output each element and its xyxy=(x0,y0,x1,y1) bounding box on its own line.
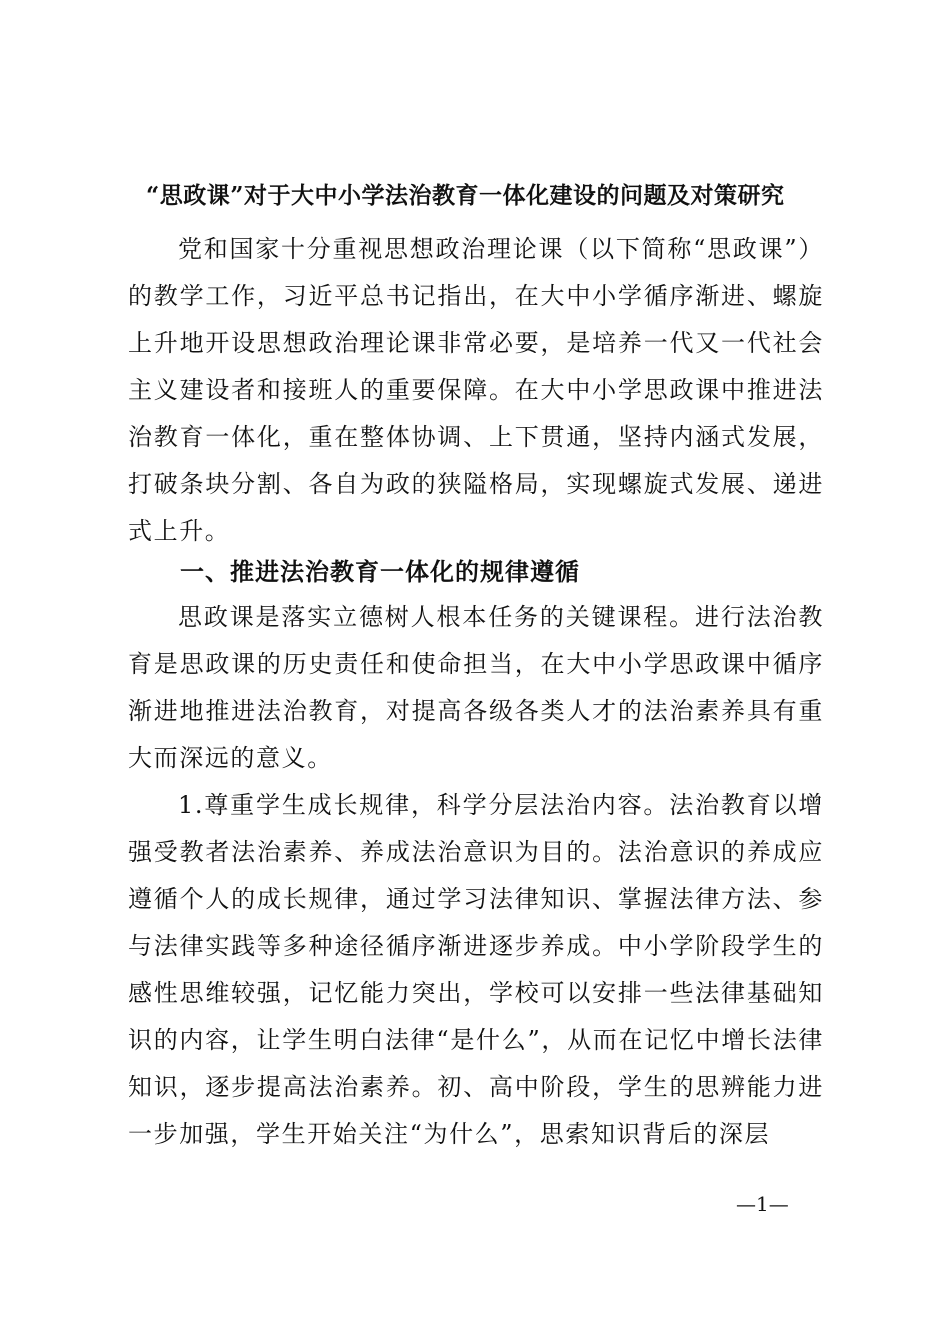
section-heading: 一、推进法治教育一体化的规律遵循 xyxy=(180,558,580,586)
intro-paragraph: 党和国家十分重视思想政治理论课（以下简称“思政课”）的教学工作，习近平总书记指出，在大中小学循序渐进、螺旋上升地开设思想政治理论课非常必要，是培养一代又一代社会主义建设者和接班人的重要保障。在大中小学思政课中推进法治教育一体化，重在整体协调、上下贯通，坚持内涵式发展，打破条块分割、各自为政的狭隘格局，实现螺旋式发展、递进式上升。 xyxy=(128,235,824,545)
document-title: “思政课”对于大中小学法治教育一体化建设的问题及对策研究 xyxy=(146,182,785,209)
section-paragraph: 思政课是落实立德树人根本任务的关键课程。进行法治教育是思政课的历史责任和使命担当，在大中小学思政课中循序渐进地推进法治教育，对提高各级各类人才的法治素养具有重大而深远的意义。 xyxy=(128,603,824,772)
page-number: —1— xyxy=(736,1192,789,1216)
list-item-paragraph: 1.尊重学生成长规律，科学分层法治内容。法治教育以增强受教者法治素养、养成法治意识为目的。法治意识的养成应遵循个人的成长规律，通过学习法律知识、掌握法律方法、参与法律实践等多种途径循序渐进逐步养成。中小学阶段学生的感性思维较强，记忆能力突出，学校可以安排一些法律基础知识的内容，让学生明白法律“是什么”，从而在记忆中增长法律知识，逐步提高法治素养。初、高中阶段，学生的思辨能力进一步加强，学生开始关注“为什么”，思索知识背后的深层 xyxy=(128,791,824,1148)
